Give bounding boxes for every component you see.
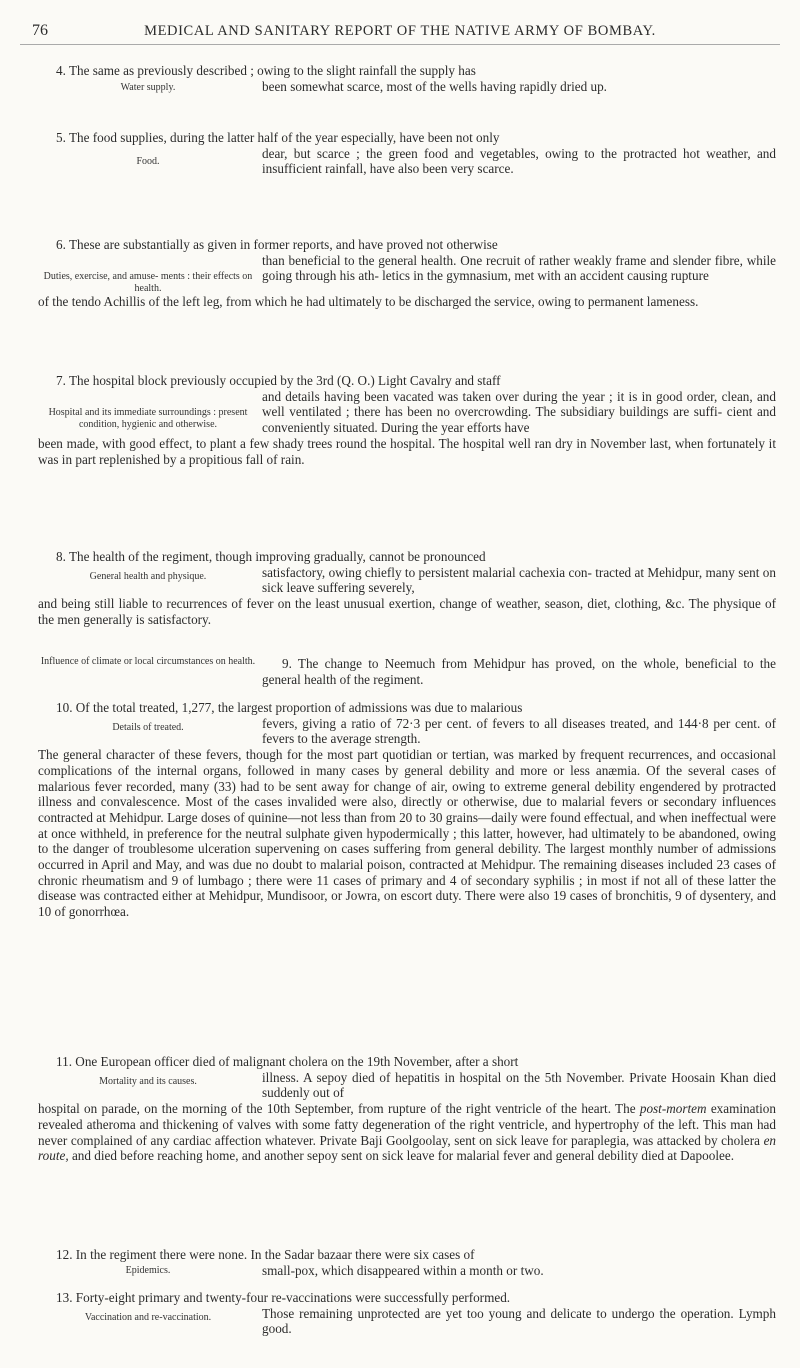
- paragraph-body: small-pox, which disappeared within a month or two.: [262, 1262, 544, 1278]
- marginal-note: Water supply.: [120, 81, 176, 93]
- page-header: [20, 20, 780, 45]
- paragraph-9: [38, 656, 776, 687]
- paragraph-body: illness. A sepoy died of hepatitis in hospital on the 5th November. Private Hoosain Khan died suddenly out of: [262, 1069, 776, 1101]
- paragraph-body: and details having been vacated was taken over during the year ; it is in good order, clean, and well ventilated ; there has been no overcrowding. The subsidiary buildings are suffi- cient and conveniently situated. During the year efforts have: [262, 388, 776, 436]
- tail-italic-en-route: en route,: [38, 1132, 777, 1164]
- paragraph-lead: 8. The health of the regiment, though improving gradually, cannot be pronounced: [56, 549, 486, 564]
- paragraph-lead: 5. The food supplies, during the latter half of the year especially, have been not only: [56, 130, 500, 145]
- paragraph-tail: and being still liable to recurrences of fever on the least unusual exertion, change of weather, season, diet, clothing, &c. The physique of the men generally is satisfactory.: [38, 596, 776, 627]
- tail-part-a: hospital on parade, on the morning of the 10th September, from rupture of the right ventricle of the heart. The: [38, 1101, 636, 1117]
- running-title: MEDICAL AND SANITARY REPORT OF THE NATIVE ARMY OF BOMBAY.: [144, 23, 656, 39]
- marginal-note: Duties, exercise, and amuse- ments : their effects on health.: [43, 270, 253, 294]
- paragraph-13: [38, 1290, 776, 1337]
- paragraph-lead: 11. One European officer died of malignant cholera on the 19th November, after a short: [56, 1054, 519, 1069]
- paragraph-tail: been made, with good effect, to plant a few shady trees round the hospital. The hospital well ran dry in November last, when fortunately it was in part replenished by a propitious fall of rain.: [38, 435, 776, 467]
- paragraph-6: [38, 237, 776, 310]
- marginal-note: Details of treated.: [112, 721, 184, 733]
- paragraph-lead: 10. Of the total treated, 1,277, the largest proportion of admissions was due to malarious: [56, 700, 523, 715]
- paragraph-5: [38, 130, 776, 177]
- marginal-note: Mortality and its causes.: [99, 1075, 197, 1087]
- paragraph-body: been somewhat scarce, most of the wells having rapidly dried up.: [262, 78, 607, 94]
- tail-italic-post-mortem: post-mortem: [639, 1101, 707, 1117]
- marginal-note: Epidemics.: [125, 1264, 171, 1276]
- paragraph-lead: 4. The same as previously described ; owing to the slight rainfall the supply has: [56, 63, 476, 78]
- paragraph-lead: 13. Forty-eight primary and twenty-four re-vaccinations were successfully performed.: [56, 1290, 511, 1305]
- paragraph-8: [38, 549, 776, 628]
- paragraph-11: [38, 1054, 776, 1164]
- tail-part-b: examination revealed atheroma and thickening of valves with some fatty degeneration of the right ventricle, and hypertrophy of the left. This man had never complained of any cardiac affection whatever. Private Baji Goolgoolay, sent on sick leave for paraplegia, was attacked by cholera: [38, 1101, 776, 1148]
- marginal-note: Vaccination and re-vaccination.: [84, 1311, 212, 1323]
- paragraph-body: than beneficial to the general health. One recruit of rather weakly frame and slender fibre, while going through his ath- letics in the gymnasium, met with an accident causing rupture: [262, 252, 776, 284]
- paragraph-body: 9. The change to Neemuch from Mehidpur has proved, on the whole, beneficial to the general health of the regiment.: [262, 656, 776, 687]
- paragraph-tail: of the tendo Achillis of the left leg, from which he had ultimately to be discharged the service, owing to permanent lameness.: [38, 294, 699, 310]
- paragraph-body: fevers, giving a ratio of 72·3 per cent. of fevers to all diseases treated, and 144·8 per cent. of fevers to the average strength.: [262, 715, 776, 747]
- paragraph-12: [38, 1247, 776, 1278]
- paragraph-lead: 12. In the regiment there were none. In the Sadar bazaar there were six cases of: [56, 1247, 475, 1262]
- marginal-note: Influence of climate or local circumstances on health.: [40, 656, 256, 667]
- tail-part-c: and died before reaching home, and another sepoy sent on sick leave for malarial fever and general debility died at Dapoolee.: [71, 1148, 734, 1164]
- marginal-note: Food.: [136, 155, 160, 167]
- paragraph-10: [38, 700, 776, 920]
- paragraph-lead: 6. These are substantially as given in former reports, and have proved not otherwise: [56, 237, 498, 252]
- paragraph-7: [38, 373, 776, 467]
- paragraph-body: Those remaining unprotected are yet too young and delicate to undergo the operation. Lymph good.: [262, 1305, 776, 1337]
- paragraph-4: [38, 63, 776, 94]
- marginal-note: General health and physique.: [89, 570, 207, 582]
- paragraph-body: dear, but scarce ; the green food and vegetables, owing to the protracted hot weather, and insufficient rainfall, have also been very scarce.: [262, 145, 776, 177]
- paragraph-lead: 7. The hospital block previously occupied by the 3rd (Q. O.) Light Cavalry and staff: [56, 373, 501, 388]
- paragraph-tail: [38, 1101, 776, 1164]
- paragraph-body: satisfactory, owing chiefly to persistent malarial cachexia con- tracted at Mehidpur, many sent on sick leave suffering severely,: [262, 564, 776, 596]
- page-number: 76: [32, 22, 48, 39]
- paragraph-tail: The general character of these fevers, though for the most part quotidian or tertian, was marked by frequent recurrences, and occasional complications of the internal organs, followed in many cases by general debility and more or less anæmia. Of the several cases of malarious fever recorded, many (33) had to be sent away for change of air, owing to extreme general debility engendered by protracted illness and convalescence. Most of the cases invalided were also, directly or otherwise, due to malarial fevers or secondary influences contracted at Mehidpur. Large doses of quinine—not less than from 20 to 30 grains—daily were found effectual, and when ineffectual were at once withheld, in preference for the neutral sulphate given hypodermically ; this latter, however, had ultimately to be abandoned, owing to the danger of troublesome ulceration supervening on cases suffering from general debility. The largest monthly number of admissions occurred in April and May, and was due no doubt to malarial poison, contracted at Mehidpur. The remaining diseases included 23 cases of chronic rheumatism and 9 of lumbago ; there were 11 cases of primary and 4 of secondary syphilis ; in most if not all of these latter the disease was contracted either at Mehidpur, Mundisoor, or Jowra, on escort duty. There were also 19 cases of bronchitis, 9 of dysentery, and 10 of gonorrhœa.: [38, 747, 776, 920]
- marginal-note: Hospital and its immediate surroundings : present condition, hygienic and otherwise.: [48, 406, 248, 430]
